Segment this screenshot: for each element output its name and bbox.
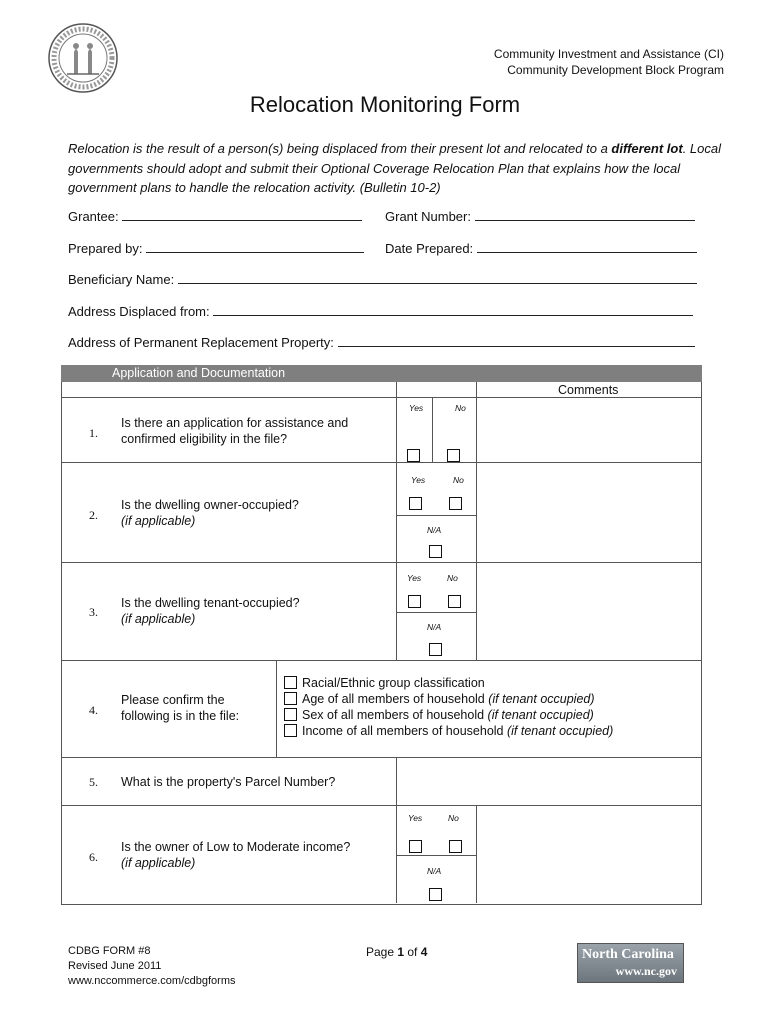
checkbox-yes[interactable]: [409, 497, 422, 510]
row-divider: [61, 562, 702, 563]
no-label: No: [447, 573, 458, 583]
grantee-field[interactable]: [68, 208, 362, 224]
beneficiary-name-label: Beneficiary Name:: [68, 272, 175, 287]
checklist-text: Income of all members of household: [302, 724, 507, 738]
address-permanent-field[interactable]: [68, 334, 695, 350]
na-label: N/A: [427, 525, 442, 535]
address-displaced-field[interactable]: [68, 303, 693, 319]
checkbox-yes[interactable]: [409, 840, 422, 853]
address-displaced-label: Address Displaced from:: [68, 304, 210, 319]
grant-number-line[interactable]: [475, 208, 695, 221]
page-total: 4: [420, 945, 428, 959]
question-6-note: (if applicable): [121, 856, 196, 870]
yes-label: Yes: [407, 573, 422, 583]
yes-label: Yes: [411, 475, 426, 485]
comments-header: Comments: [558, 383, 619, 397]
agency-header: [494, 46, 724, 78]
address-permanent-label: Address of Permanent Replacement Property:: [68, 335, 334, 350]
prepared-by-line[interactable]: [146, 240, 364, 253]
question-3-text: Is the dwelling tenant-occupied?: [121, 596, 300, 610]
checkbox-na[interactable]: [429, 545, 442, 558]
grantee-line[interactable]: [122, 208, 362, 221]
na-divider: [396, 515, 476, 516]
prepared-by-label: Prepared by:: [68, 241, 143, 256]
checkbox-no[interactable]: [448, 595, 461, 608]
state-seal-logo: [47, 22, 119, 94]
page-indicator: [366, 945, 427, 960]
footer-form-info: [68, 944, 236, 989]
na-divider: [396, 612, 476, 613]
checkbox[interactable]: [284, 708, 297, 721]
checkbox[interactable]: [284, 692, 297, 705]
beneficiary-name-line[interactable]: [178, 271, 697, 284]
logo-line-1: North Carolina: [582, 947, 674, 962]
checkbox-no[interactable]: [449, 497, 462, 510]
date-prepared-label: Date Prepared:: [385, 241, 474, 256]
row-number: 1.: [89, 426, 98, 440]
checkbox-no[interactable]: [449, 840, 462, 853]
address-displaced-line[interactable]: [213, 303, 693, 316]
date-prepared-field[interactable]: [385, 240, 697, 256]
col-divider: [476, 805, 477, 903]
question-3: [121, 595, 381, 627]
question-2: [121, 497, 381, 529]
row-number: 4.: [89, 703, 98, 717]
no-label: No: [448, 813, 459, 823]
checkbox[interactable]: [284, 676, 297, 689]
form-id: CDBG FORM #8: [68, 945, 151, 957]
agency-line-2: Community Development Block Program: [507, 63, 724, 77]
logo-line-2: www.nc.gov: [615, 964, 677, 978]
checklist-note: (if tenant occupied): [506, 724, 614, 738]
question-2-text: Is the dwelling owner-occupied?: [121, 498, 299, 512]
grant-number-label: Grant Number:: [385, 209, 471, 224]
agency-line-1: Community Investment and Assistance (CI): [493, 47, 724, 61]
checklist-note: (if tenant occupied): [487, 708, 594, 722]
prepared-by-field[interactable]: [68, 240, 364, 256]
question-6: [121, 839, 391, 871]
question-6-text: Is the owner of Low to Moderate income?: [121, 840, 351, 854]
checkbox-no[interactable]: [447, 449, 460, 462]
revised-date: Revised June 2011: [68, 960, 162, 972]
question-3-note: (if applicable): [121, 612, 196, 626]
page-current: 1: [397, 945, 405, 959]
row-divider: [61, 757, 702, 758]
question-2-note: (if applicable): [121, 514, 196, 528]
question-5: What is the property's Parcel Number?: [121, 775, 336, 789]
na-label: N/A: [427, 866, 442, 876]
checklist-item[interactable]: [284, 708, 594, 722]
question-4: Please confirm the following is in the file:: [121, 693, 240, 723]
checklist-text: Racial/Ethnic group classification: [302, 676, 485, 690]
row-divider: [61, 805, 702, 806]
date-prepared-line[interactable]: [477, 240, 697, 253]
checkbox-yes[interactable]: [407, 449, 420, 462]
col-divider: [276, 660, 277, 757]
address-permanent-line[interactable]: [338, 334, 695, 347]
row-number: 6.: [89, 850, 98, 864]
checklist-text: Age of all members of household: [302, 692, 489, 706]
application-documentation-table: [61, 365, 702, 905]
checkbox[interactable]: [284, 724, 297, 737]
checklist-item[interactable]: [284, 724, 613, 738]
checklist-note: (if tenant occupied): [488, 692, 595, 706]
col-divider: [396, 382, 397, 660]
na-label: N/A: [427, 622, 442, 632]
section-title: Application and Documentation: [112, 366, 286, 380]
checkbox-yes[interactable]: [408, 595, 421, 608]
yes-label: Yes: [408, 813, 423, 823]
intro-emphasis: different lot: [611, 141, 683, 156]
forms-url: www.nccommerce.com/cdbgforms: [68, 975, 236, 987]
grantee-label: Grantee:: [68, 209, 119, 224]
checklist-text: Sex of all members of household: [302, 708, 488, 722]
row-divider: [61, 660, 702, 661]
table-section-header: [61, 365, 702, 382]
intro-paragraph: [68, 139, 733, 198]
row-number: 3.: [89, 605, 98, 619]
checklist-item[interactable]: [284, 692, 595, 706]
intro-text-1: Relocation is the result of a person(s) being displaced from their present lot and relocated to a: [68, 141, 612, 156]
row-number: 5.: [89, 775, 98, 789]
beneficiary-name-field[interactable]: [68, 271, 697, 287]
page-title: Relocation Monitoring Form: [249, 92, 521, 117]
na-divider: [396, 855, 476, 856]
yes-label: Yes: [409, 403, 424, 413]
no-label: No: [455, 403, 466, 413]
row-number: 2.: [89, 508, 98, 522]
page-of: of: [404, 945, 421, 959]
grant-number-field[interactable]: [385, 208, 695, 224]
row-divider: [61, 462, 702, 463]
col-divider: [396, 757, 397, 903]
nc-gov-logo: [577, 943, 684, 983]
intro-text-2: . Local governments should adopt and submit their Optional Coverage Relocation Plan that explains how the local government plans to handle the relocation activity. (Bulletin 10-2): [68, 141, 721, 195]
col-divider: [476, 382, 477, 660]
checkbox-na[interactable]: [429, 643, 442, 656]
page-prefix: Page: [366, 945, 398, 959]
row-divider: [61, 397, 702, 398]
yes-no-divider: [432, 397, 433, 462]
no-label: No: [453, 475, 464, 485]
question-1: Is there an application for assistance and confirmed eligibility in the file?: [121, 416, 349, 446]
checklist-item[interactable]: [284, 676, 485, 690]
checkbox-na[interactable]: [429, 888, 442, 901]
